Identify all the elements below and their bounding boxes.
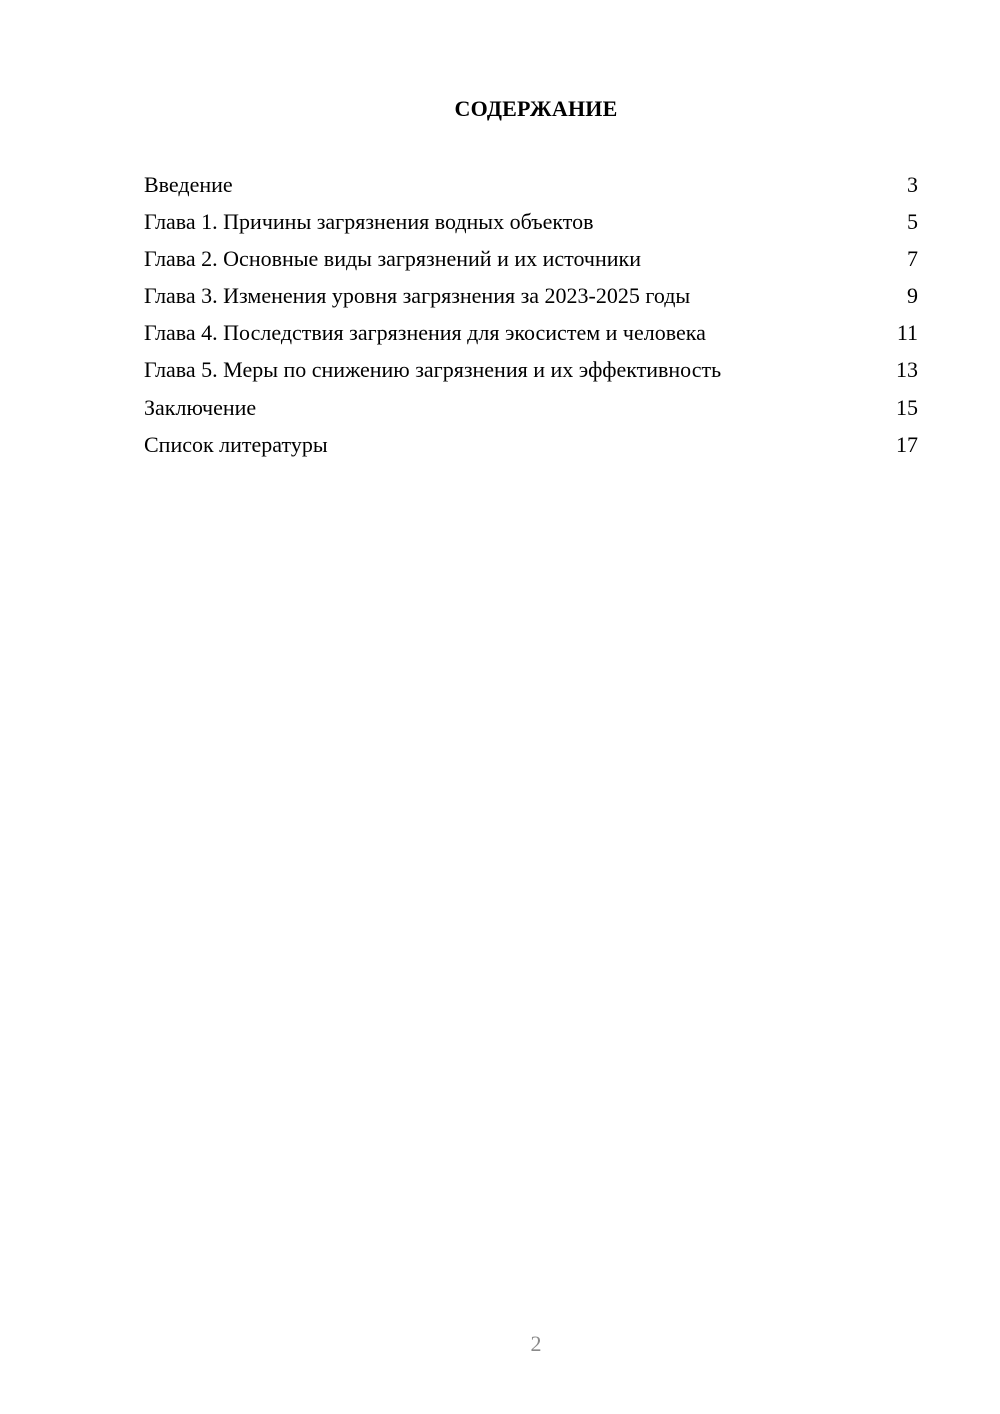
toc-entry-label: Глава 5. Меры по снижению загрязнения и их эффективность: [144, 357, 722, 383]
toc-entry-label: Глава 4. Последствия загрязнения для экосистем и человека: [144, 320, 706, 346]
table-of-contents: [144, 170, 920, 467]
toc-entry-label: Глава 2. Основные виды загрязнений и их источники: [144, 246, 641, 272]
toc-entry-page: 3: [907, 172, 918, 197]
toc-entry-page: 5: [907, 209, 918, 235]
toc-entry-chapter-3: [144, 281, 920, 318]
toc-entry-label: Введение: [144, 172, 233, 197]
toc-entry-page: 11: [896, 320, 918, 346]
toc-title: СОДЕРЖАНИЕ: [454, 96, 618, 121]
toc-entry-page: 9: [907, 283, 918, 309]
toc-entry-label: Глава 3. Изменения уровня загрязнения за 2023-2025 годы: [144, 283, 691, 309]
toc-entry-chapter-2: [144, 244, 920, 281]
toc-entry-page: 13: [896, 357, 918, 383]
toc-entry-chapter-4: [144, 318, 920, 355]
toc-entry-label: Заключение: [144, 394, 257, 420]
toc-entry-introduction: [144, 170, 920, 207]
toc-entry-references: [144, 430, 920, 467]
toc-entry-label: Список литературы: [144, 431, 328, 457]
toc-entry-page: 17: [896, 431, 918, 457]
toc-entry-label: Глава 1. Причины загрязнения водных объектов: [144, 209, 594, 235]
toc-entry-page: 7: [907, 246, 918, 272]
toc-entry-chapter-5: [144, 355, 920, 392]
toc-entry-chapter-1: [144, 207, 920, 244]
page-number: 2: [530, 1331, 542, 1356]
toc-entry-conclusion: [144, 393, 920, 430]
toc-entry-page: 15: [896, 394, 918, 420]
